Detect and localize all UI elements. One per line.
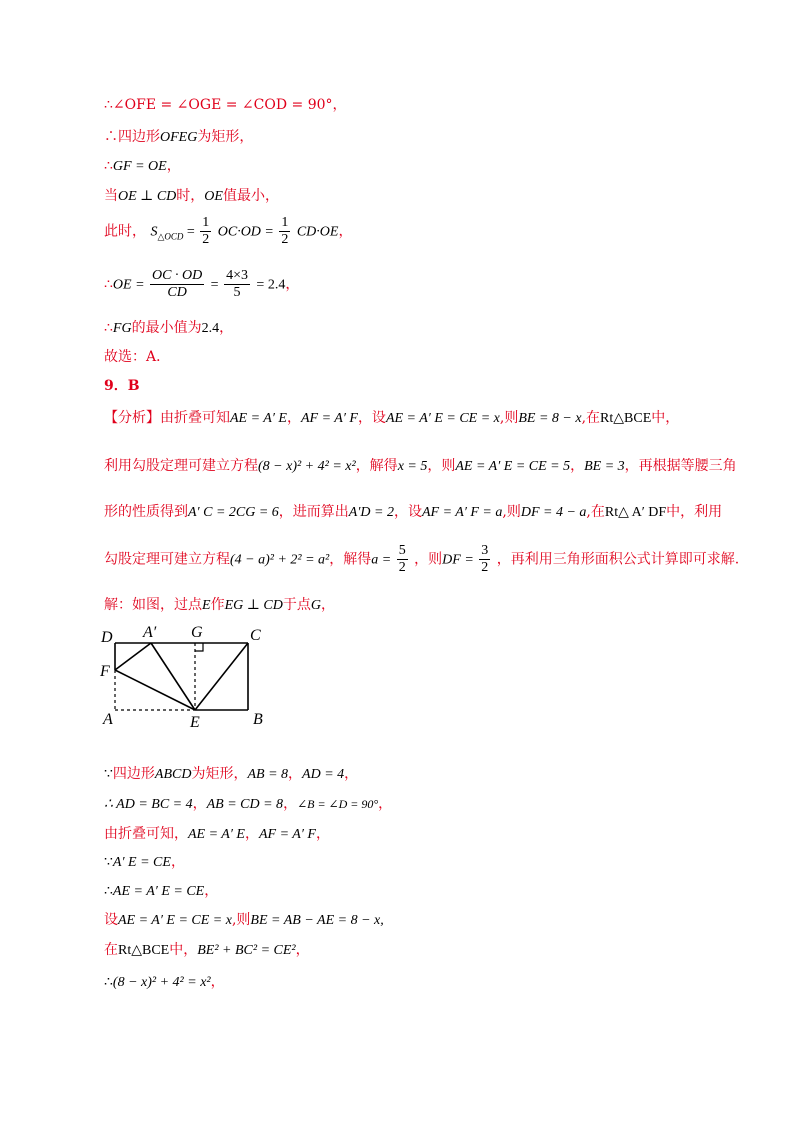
- line-oe-value: ∴OE = $\frac{OC \cdot OD}{CD}$ = $\frac{4\times 3}{5}$ = 2.4，: [104, 268, 300, 300]
- analysis-line-2: 利用勾股定理可建立方程(8 − x)² + 4² = x²，解得x = 5，则AE = A′ E = CE = 5，BE = 3，再根据等腰三角: [104, 458, 737, 474]
- solution-line-8: 在Rt△BCE中，BE² + BC² = CE²，: [104, 942, 310, 958]
- line-area-formula: 此时， $S_{\triangle OCD}$ = $\frac{1}{2}$ OC·OD = $\frac{1}{2}$ CD·OE，: [104, 215, 353, 247]
- label-f: F: [100, 663, 110, 680]
- analysis-line-3: 形的性质得到A′ C = 2CG = 6，进而算出A′D = 2，设AF = A′ F = a,则DF = 4 − a,在Rt△ A′ DF中，利用: [104, 504, 723, 520]
- solution-line-4: 由折叠可知，AE = A′ E，AF = A′ F，: [104, 826, 330, 842]
- label-a: A: [103, 711, 113, 728]
- solution-line-6: ∴AE = A′ E = CE，: [104, 883, 219, 899]
- solution-line-5: ∵A′ E = CE，: [104, 854, 185, 870]
- line-fg-min: ∴FG的最小值为2.4，: [104, 320, 234, 336]
- line-rectangle-ofeg: ∴四边形OFEG为矩形，: [104, 129, 254, 145]
- analysis-line-1: 【分析】由折叠可知AE = A′ E，AF = A′ F，设AE = A′ E = CE = x,则BE = 8 − x,在Rt△BCE中，: [104, 410, 680, 426]
- solution-line-1: 解：如图，过点E作EG ⊥ CD于点G，: [104, 597, 335, 613]
- segment-fa-prime: [115, 643, 151, 670]
- line-gf-eq-oe: ∴GF = OE，: [104, 158, 181, 174]
- geometry-figure: [95, 620, 295, 730]
- line-angles-right: ∴∠OFE = ∠OGE = ∠COD = 90°，: [104, 97, 347, 113]
- solution-line-9: ∴(8 − x)² + 4² = x²，: [104, 974, 225, 990]
- fraction-3-over-2: $\frac{3}{2}$: [481, 543, 489, 575]
- label-d: D: [101, 629, 113, 646]
- fraction-half: $\frac{1}{2}$: [202, 215, 210, 247]
- solution-line-3: ∴ AD = BC = 4，AB = CD = 8，∠B = ∠D = 90°，: [104, 796, 393, 812]
- line-answer-a: 故选：A．: [104, 349, 171, 365]
- segment-fe: [115, 670, 195, 710]
- solution-line-7: 设AE = A′ E = CE = x,则BE = AB − AE = 8 − x,: [104, 912, 384, 928]
- fraction-5-over-2: $\frac{5}{2}$: [398, 543, 406, 575]
- fraction-half: $\frac{1}{2}$: [281, 215, 289, 247]
- label-b: B: [253, 711, 263, 728]
- segment-ec: [195, 643, 248, 710]
- right-angle-mark: [195, 643, 203, 651]
- analysis-line-4: 勾股定理可建立方程(4 − a)² + 2² = a²，解得a = $\frac{5}{2}$ ，则DF = $\frac{3}{2}$ ，再利用三角形面积公式计算即可求解.: [104, 543, 740, 575]
- label-g: G: [191, 624, 203, 641]
- fraction-oc-od-over-cd: $\frac{OC \cdot OD}{CD}$: [152, 268, 203, 300]
- question-number: 9．B: [104, 378, 140, 394]
- segment-a-prime-e: [151, 643, 195, 710]
- label-c: C: [250, 627, 261, 644]
- fraction-12-over-5: $\frac{4\times 3}{5}$: [226, 268, 248, 300]
- solution-line-2: ∵四边形ABCD为矩形，AB = 8，AD = 4，: [104, 766, 359, 782]
- line-oe-min-condition: 当OE ⊥ CD时，OE值最小，: [104, 188, 279, 204]
- label-e: E: [190, 714, 200, 730]
- label-a-prime: A′: [143, 624, 157, 641]
